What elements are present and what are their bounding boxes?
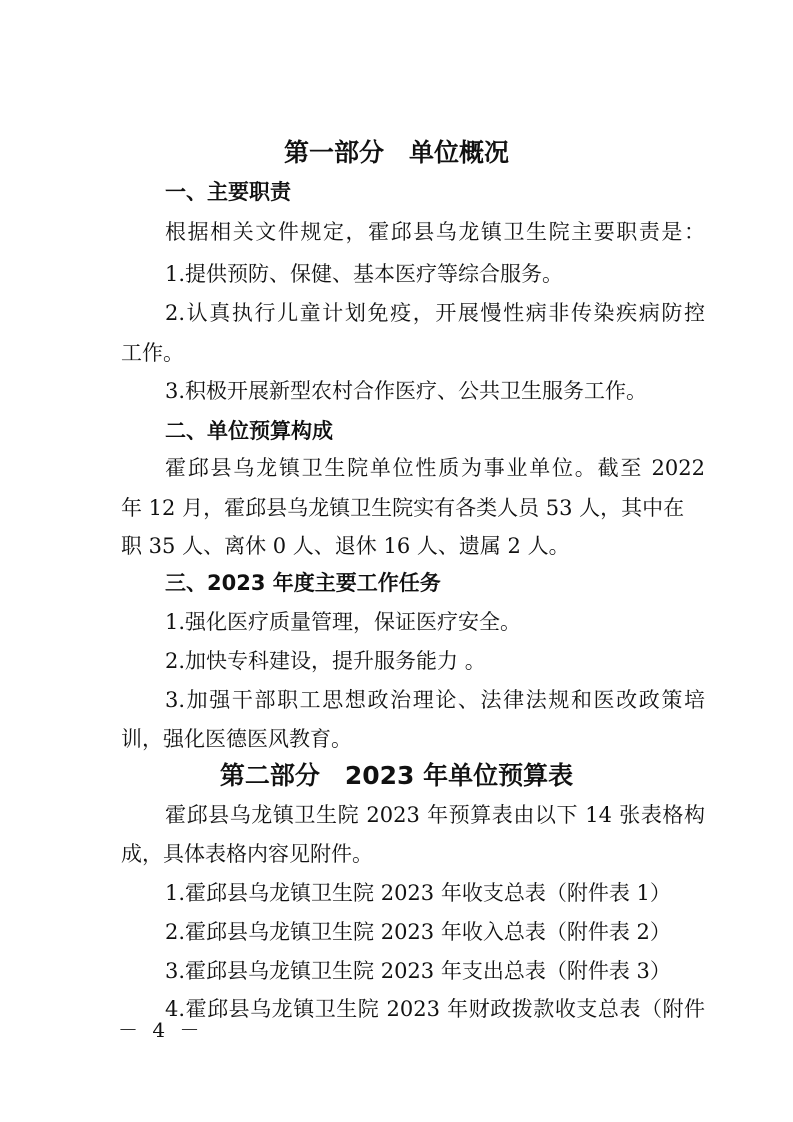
part2-intro-line2: 成，具体表格内容见附件。: [121, 842, 373, 866]
part2-list-item: 4.霍邱县乌龙镇卫生院 2023 年财政拨款收支总表（附件: [165, 997, 705, 1021]
section3-item3-line2: 训，强化医德医风教育。: [121, 727, 352, 751]
part2-list-item: 1.霍邱县乌龙镇卫生院 2023 年收支总表（附件表 1）: [165, 881, 671, 905]
part2-list-item: 3.霍邱县乌龙镇卫生院 2023 年支出总表（附件表 3）: [165, 959, 671, 983]
section1-item3: 3.积极开展新型农村合作医疗、公共卫生服务工作。: [165, 379, 648, 403]
part2-title: 第二部分 2023 年单位预算表: [219, 761, 574, 790]
section3-item3-line1: 3.加强干部职工思想政治理论、法律法规和医改政策培: [165, 688, 705, 712]
section2-para-line2: 年 12 月，霍邱县乌龙镇卫生院实有各类人员 53 人，其中在: [121, 496, 685, 520]
section1-item1: 1.提供预防、保健、基本医疗等综合服务。: [165, 262, 564, 286]
section1-intro: 根据相关文件规定，霍邱县乌龙镇卫生院主要职责是：: [165, 220, 705, 244]
section2-para-line1: 霍邱县乌龙镇卫生院单位性质为事业单位。截至 2022: [165, 456, 705, 480]
section1-item2-line1: 2.认真执行儿童计划免疫，开展慢性病非传染疾病防控: [165, 301, 705, 325]
section3-item2: 2.加快专科建设，提升服务能力 。: [165, 649, 486, 673]
section3-heading: 三、2023 年度主要工作任务: [165, 571, 441, 595]
part2-list-item: 2.霍邱县乌龙镇卫生院 2023 年收入总表（附件表 2）: [165, 920, 671, 944]
page-number: － 4 －: [118, 1018, 204, 1042]
section3-item1: 1.强化医疗质量管理，保证医疗安全。: [165, 610, 522, 634]
section1-heading: 一、主要职责: [165, 180, 291, 204]
part1-title: 第一部分 单位概况: [283, 138, 509, 167]
section1-item2-line2: 工作。: [121, 341, 184, 365]
section2-para-line3: 职 35 人、离休 0 人、退休 16 人、遗属 2 人。: [121, 534, 570, 558]
part2-intro-line1: 霍邱县乌龙镇卫生院 2023 年预算表由以下 14 张表格构: [165, 803, 705, 827]
section2-heading: 二、单位预算构成: [165, 419, 333, 443]
